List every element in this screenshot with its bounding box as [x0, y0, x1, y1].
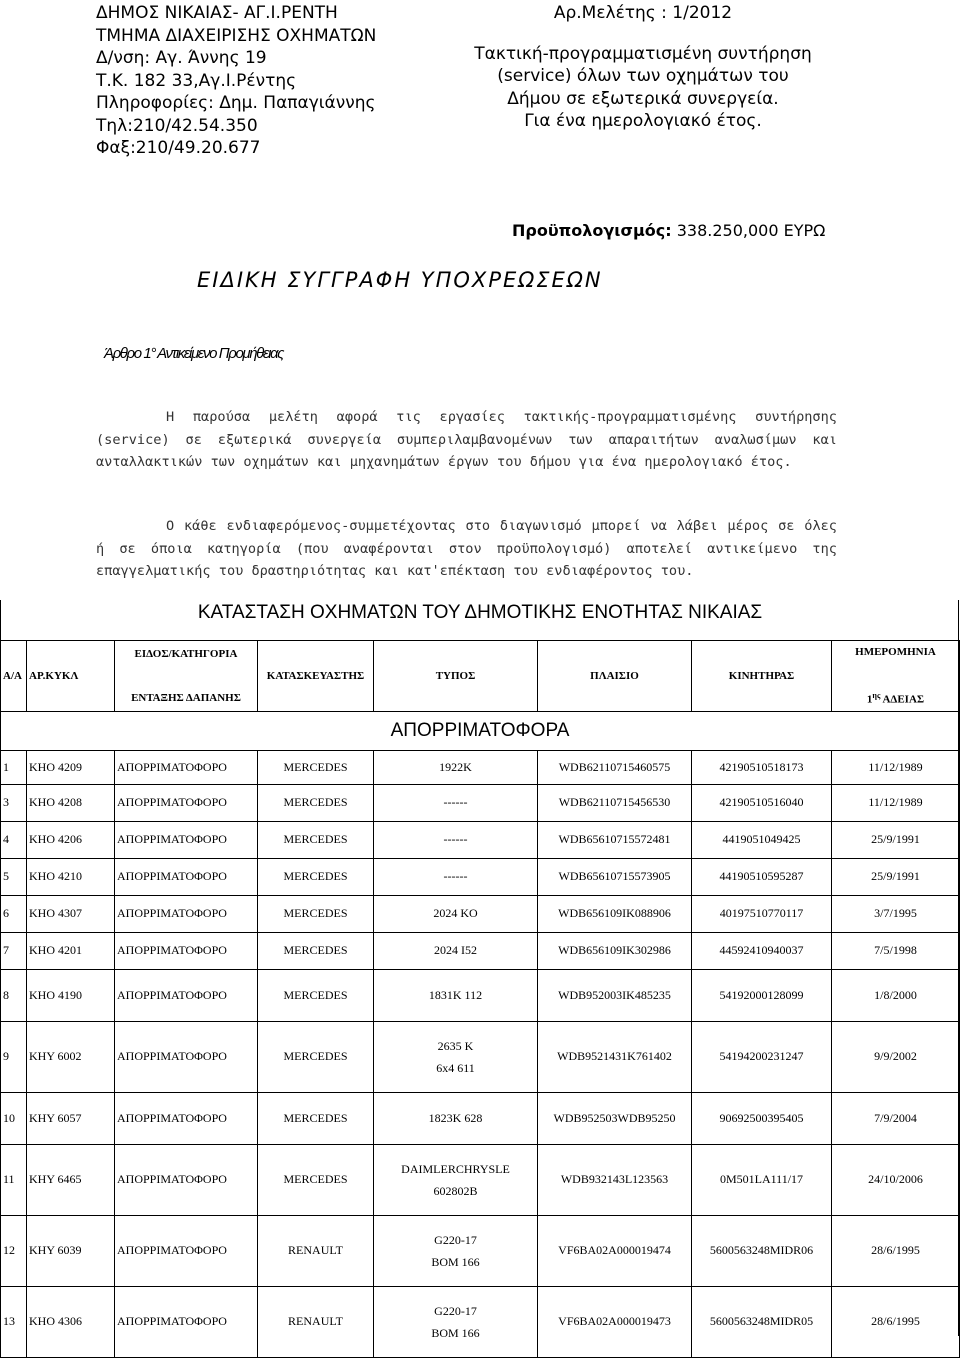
cell-aa: 10	[1, 1092, 27, 1144]
table-row	[1, 1092, 960, 1144]
cell-category: ΑΠΟΡΡΙΜΑΤΟΦΟΡΟ	[115, 784, 258, 821]
table-row	[1, 969, 960, 1021]
table-row	[1, 821, 960, 858]
cell-chassis: VF6BA02A000019473	[538, 1286, 692, 1357]
cell-plate: ΚΗΟ 4307	[27, 895, 115, 932]
cell-aa: 3	[1, 784, 27, 821]
cell-maker: MERCEDES	[258, 895, 374, 932]
cell-category: ΑΠΟΡΡΙΜΑΤΟΦΟΡΟ	[115, 858, 258, 895]
cell-maker: RENAULT	[258, 1215, 374, 1286]
cell-type: ------	[374, 858, 538, 895]
header-line: Φαξ:210/49.20.677	[96, 138, 261, 158]
cell-maker: MERCEDES	[258, 858, 374, 895]
header-line: Πληροφορίες: Δημ. Παπαγιάννης	[96, 93, 376, 113]
cell-category: ΑΠΟΡΡΙΜΑΤΟΦΟΡΟ	[115, 821, 258, 858]
table-row	[1, 1286, 960, 1357]
cell-engine: 44592410940037	[692, 932, 832, 969]
header-line: ΤΜΗΜΑ ΔΙΑΧΕΙΡΙΣΗΣ ΟΧΗΜΑΤΩΝ	[96, 25, 377, 46]
cell-chassis: WDB9521431K761402	[538, 1021, 692, 1092]
cell-engine: 90692500395405	[692, 1092, 832, 1144]
table-heading: ΚΑΤΑΣΤΑΣΗ ΟΧΗΜΑΤΩΝ ΤΟΥ ΔΗΜΟΤΙΚΗΣ ΕΝΟΤΗΤΑΣ ΝΙΚΑΙΑΣ	[197, 602, 763, 623]
cell-type: 2635 K 6x4 611	[374, 1021, 538, 1092]
cell-date: 7/9/2004	[832, 1092, 960, 1144]
cell-aa: 12	[1, 1215, 27, 1286]
col-header-date: ΗΜΕΡΟΜΗΝΙΑ $1^{\eta\varsigma}$ ΑΔΕΙΑΣ	[832, 641, 960, 712]
cell-type: G220-17 BOM 166	[374, 1286, 538, 1357]
cell-chassis: WDB65610715573905	[538, 858, 692, 895]
table-row	[1, 895, 960, 932]
cell-date: 24/10/2006	[832, 1144, 960, 1215]
paragraph	[96, 515, 837, 583]
cell-engine: 54194200231247	[692, 1021, 832, 1092]
cell-maker: RENAULT	[258, 1286, 374, 1357]
cell-date: 1/8/2000	[832, 969, 960, 1021]
cell-type: ------	[374, 821, 538, 858]
header-line: Δ/νση: Αγ. Άννης 19	[96, 48, 267, 68]
budget-label: Προϋπολογισμός:	[512, 221, 672, 240]
cell-aa: 7	[1, 932, 27, 969]
vehicles-table	[0, 640, 960, 1358]
col-header-type: ΤΥΠΟΣ	[374, 641, 538, 712]
cell-plate: ΚΗΟ 4209	[27, 750, 115, 784]
table-row	[1, 750, 960, 784]
cell-type: 1922K	[374, 750, 538, 784]
cell-aa: 9	[1, 1021, 27, 1092]
cell-plate: ΚΗΟ 4190	[27, 969, 115, 1021]
cell-maker: MERCEDES	[258, 1021, 374, 1092]
cell-plate: ΚΗΥ 6039	[27, 1215, 115, 1286]
cell-engine: 0M501LA111/17	[692, 1144, 832, 1215]
cell-date: 11/12/1989	[832, 784, 960, 821]
study-description-line: Δήμου σε εξωτερικά συνεργεία.	[507, 88, 779, 109]
cell-maker: MERCEDES	[258, 821, 374, 858]
study-number: Αρ.Μελέτης : 1/2012	[553, 3, 733, 23]
col-header-plate: ΑΡ.ΚΥΚΛ	[27, 641, 115, 712]
table-row	[1, 1215, 960, 1286]
col-header-chassis: ΠΛΑΙΣΙΟ	[538, 641, 692, 712]
col-header-category: ΕΙΔΟΣ/ΚΑΤΗΓΟΡΙΑ ΕΝΤΑΞΗΣ ΔΑΠΑΝΗΣ	[115, 641, 258, 712]
cell-date: 25/9/1991	[832, 858, 960, 895]
cell-plate: ΚΗΟ 4201	[27, 932, 115, 969]
cell-category: ΑΠΟΡΡΙΜΑΤΟΦΟΡΟ	[115, 969, 258, 1021]
table-row	[1, 932, 960, 969]
cell-category: ΑΠΟΡΡΙΜΑΤΟΦΟΡΟ	[115, 932, 258, 969]
cell-aa: 4	[1, 821, 27, 858]
cell-aa: 5	[1, 858, 27, 895]
cell-engine: 54192000128099	[692, 969, 832, 1021]
cell-aa: 11	[1, 1144, 27, 1215]
budget-value: 338.250,000 ΕΥΡΩ	[676, 221, 826, 240]
cell-chassis: WDB952003IK485235	[538, 969, 692, 1021]
col-header-aa: Α/Α	[1, 641, 27, 712]
cell-plate: ΚΗΥ 6057	[27, 1092, 115, 1144]
cell-category: ΑΠΟΡΡΙΜΑΤΟΦΟΡΟ	[115, 1215, 258, 1286]
header-line: Τ.Κ. 182 33,Αγ.Ι.Ρέντης	[96, 70, 297, 91]
section-row	[1, 711, 960, 750]
cell-engine: 42190510516040	[692, 784, 832, 821]
cell-category: ΑΠΟΡΡΙΜΑΤΟΦΟΡΟ	[115, 1021, 258, 1092]
cell-maker: MERCEDES	[258, 750, 374, 784]
cell-chassis: VF6BA02A000019474	[538, 1215, 692, 1286]
cell-chassis: WDB952503WDB95250	[538, 1092, 692, 1144]
cell-plate: ΚΗΟ 4206	[27, 821, 115, 858]
cell-type: ------	[374, 784, 538, 821]
cell-category: ΑΠΟΡΡΙΜΑΤΟΦΟΡΟ	[115, 1092, 258, 1144]
cell-aa: 8	[1, 969, 27, 1021]
study-description-line: Για ένα ημερολογιακό έτος.	[524, 111, 762, 131]
cell-engine: 5600563248MIDR06	[692, 1215, 832, 1286]
cell-date: 25/9/1991	[832, 821, 960, 858]
cell-plate: ΚΗΟ 4210	[27, 858, 115, 895]
cell-engine: 5600563248MIDR05	[692, 1286, 832, 1357]
table-row	[1, 858, 960, 895]
cell-date: 7/5/1998	[832, 932, 960, 969]
cell-chassis: WDB62110715456530	[538, 784, 692, 821]
cell-aa: 1	[1, 750, 27, 784]
cell-chassis: WDB656109IK088906	[538, 895, 692, 932]
cell-maker: MERCEDES	[258, 969, 374, 1021]
study-description-line: Τακτική-προγραμματισμένη συντήρηση	[474, 43, 812, 64]
cell-category: ΑΠΟΡΡΙΜΑΤΟΦΟΡΟ	[115, 750, 258, 784]
cell-chassis: WDB65610715572481	[538, 821, 692, 858]
cell-engine: 44190510595287	[692, 858, 832, 895]
cell-type: 1831K 112	[374, 969, 538, 1021]
table-row	[1, 1021, 960, 1092]
cell-type: G220-17 BOM 166	[374, 1215, 538, 1286]
cell-category: ΑΠΟΡΡΙΜΑΤΟΦΟΡΟ	[115, 1286, 258, 1357]
cell-plate: ΚΗΥ 6002	[27, 1021, 115, 1092]
cell-category: ΑΠΟΡΡΙΜΑΤΟΦΟΡΟ	[115, 1144, 258, 1215]
cell-type: 1823K 628	[374, 1092, 538, 1144]
table-row	[1, 1144, 960, 1215]
cell-engine: 4419051049425	[692, 821, 832, 858]
cell-plate: ΚΗΟ 4208	[27, 784, 115, 821]
paragraph-text: Η παρούσα μελέτη αφορά τις εργασίες τακτικής-προγραμματισμένης συντήρησης (service) σε εξωτερικά συνεργεία συμπεριλαμβανομένων των απαραιτήτων αναλωσίμων και ανταλλακτικών των οχημάτων και μηχανημάτων έργων του δήμου για ένα ημερολογιακό έτος.	[96, 409, 837, 471]
col-header-maker: ΚΑΤΑΣΚΕΥΑΣΤΗΣ	[258, 641, 374, 712]
study-header	[470, 2, 816, 133]
cell-aa: 13	[1, 1286, 27, 1357]
cell-date: 3/7/1995	[832, 895, 960, 932]
cell-chassis: WDB932143L123563	[538, 1144, 692, 1215]
cell-type: 2024 KO	[374, 895, 538, 932]
municipality-header	[96, 2, 376, 160]
col-header-engine: ΚΙΝΗΤΗΡΑΣ	[692, 641, 832, 712]
cell-type: DAIMLERCHRYSLE 602802B	[374, 1144, 538, 1215]
cell-chassis: WDB656109IK302986	[538, 932, 692, 969]
header-line: Τηλ:210/42.54.350	[96, 115, 258, 136]
paragraph-text: Ο κάθε ενδιαφερόμενος-συμμετέχοντας στο διαγωνισμό μπορεί να λάβει μέρος σε όλες ή σε όποια κατηγορία (που αναφέρονται στον προϋπολογισμό) αποτελεί αντικείμενο της επαγγελματικής του δραστηριότητας και κατ'επέκταση του ενδιαφέροντος του.	[96, 518, 837, 580]
cell-maker: MERCEDES	[258, 784, 374, 821]
article-heading: Άρθρο 1° Αντικείμενο Προμήθειας	[104, 345, 284, 362]
document-title: ΕΙΔΙΚΗ ΣΥΓΓΡΑΦΗ ΥΠΟΧΡΕΩΣΕΩΝ	[197, 268, 603, 292]
cell-date: 9/9/2002	[832, 1021, 960, 1092]
cell-date: 28/6/1995	[832, 1215, 960, 1286]
budget-line	[512, 221, 825, 240]
cell-chassis: WDB62110715460575	[538, 750, 692, 784]
table-row	[1, 784, 960, 821]
cell-engine: 42190510518173	[692, 750, 832, 784]
cell-plate: ΚΗΟ 4306	[27, 1286, 115, 1357]
study-description-line: (service) όλων των οχημάτων του	[497, 66, 789, 86]
cell-maker: MERCEDES	[258, 1144, 374, 1215]
cell-type: 2024 I52	[374, 932, 538, 969]
header-line: ΔΗΜΟΣ ΝΙΚΑΙΑΣ- ΑΓ.Ι.ΡΕΝΤΗ	[96, 3, 338, 23]
cell-date: 11/12/1989	[832, 750, 960, 784]
cell-maker: MERCEDES	[258, 1092, 374, 1144]
table-header-row	[1, 641, 960, 712]
section-label: ΑΠΟΡΡΙΜΑΤΟΦΟΡΑ	[1, 711, 960, 750]
cell-category: ΑΠΟΡΡΙΜΑΤΟΦΟΡΟ	[115, 895, 258, 932]
paragraph	[96, 406, 837, 474]
cell-date: 28/6/1995	[832, 1286, 960, 1357]
cell-plate: ΚΗΥ 6465	[27, 1144, 115, 1215]
cell-engine: 40197510770117	[692, 895, 832, 932]
cell-maker: MERCEDES	[258, 932, 374, 969]
cell-aa: 6	[1, 895, 27, 932]
